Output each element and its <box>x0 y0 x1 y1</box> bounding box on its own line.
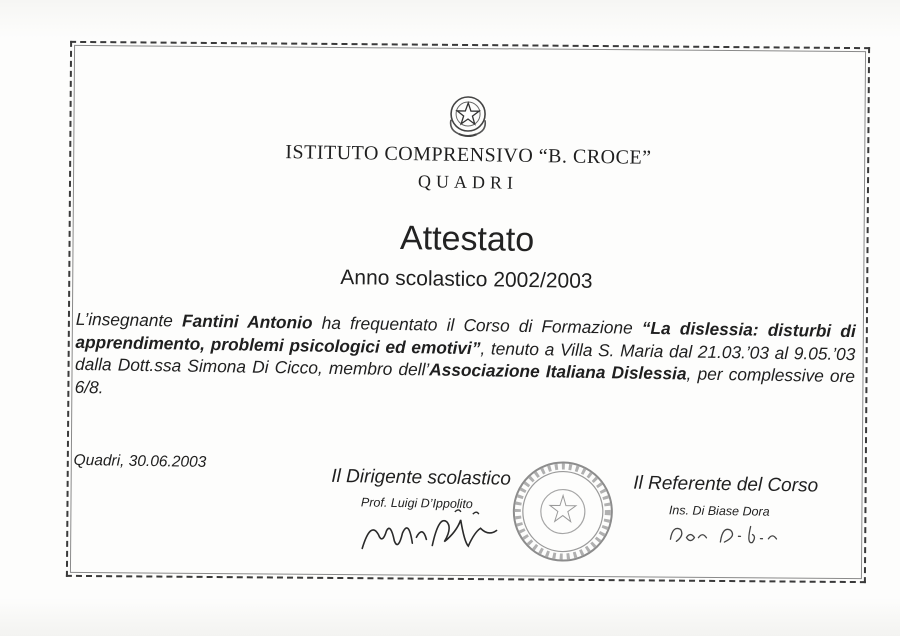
teacher-name: Fantini Antonio <box>181 310 313 333</box>
association-name: Associazione Italiana Dislessia <box>429 359 687 384</box>
school-year: Anno scolastico 2002/2003 <box>340 266 593 293</box>
certificate-title: Attestato <box>399 218 535 260</box>
body-text-part: ha frequentato il Corso di Formazione <box>312 312 643 338</box>
principal-name: Prof. Luigi D’Ippolito <box>360 495 473 512</box>
course-title: “La dislessia: disturbi di apprendimento, problemi psicologici ed emotivi” <box>75 317 856 358</box>
school-seal-stamp-icon <box>510 459 616 565</box>
principal-signature <box>356 500 507 564</box>
italian-republic-emblem-icon <box>443 90 494 141</box>
certificate-body <box>75 308 856 410</box>
referent-name: Ins. Di Biase Dora <box>668 503 770 519</box>
body-text-part: L’insegnante <box>75 308 183 331</box>
place-and-date: Quadri, 30.06.2003 <box>73 451 207 471</box>
body-text-part: , per complessive ore 6/8. <box>74 363 856 397</box>
body-text-part: , tenuto a Villa S. Maria dal 21.03.’03 al 9.05.’03 dalla Dott.ssa Simona Di Cicco, membro dell’ <box>74 337 856 380</box>
institute-place: QUADRI <box>417 171 519 193</box>
referent-signature <box>664 517 785 553</box>
certificate-content <box>64 38 868 582</box>
referent-title: Il Referente del Corso <box>633 472 819 497</box>
institute-name: ISTITUTO COMPRENSIVO “B. CROCE” <box>285 141 652 169</box>
principal-title: Il Dirigente scolastico <box>331 465 512 490</box>
